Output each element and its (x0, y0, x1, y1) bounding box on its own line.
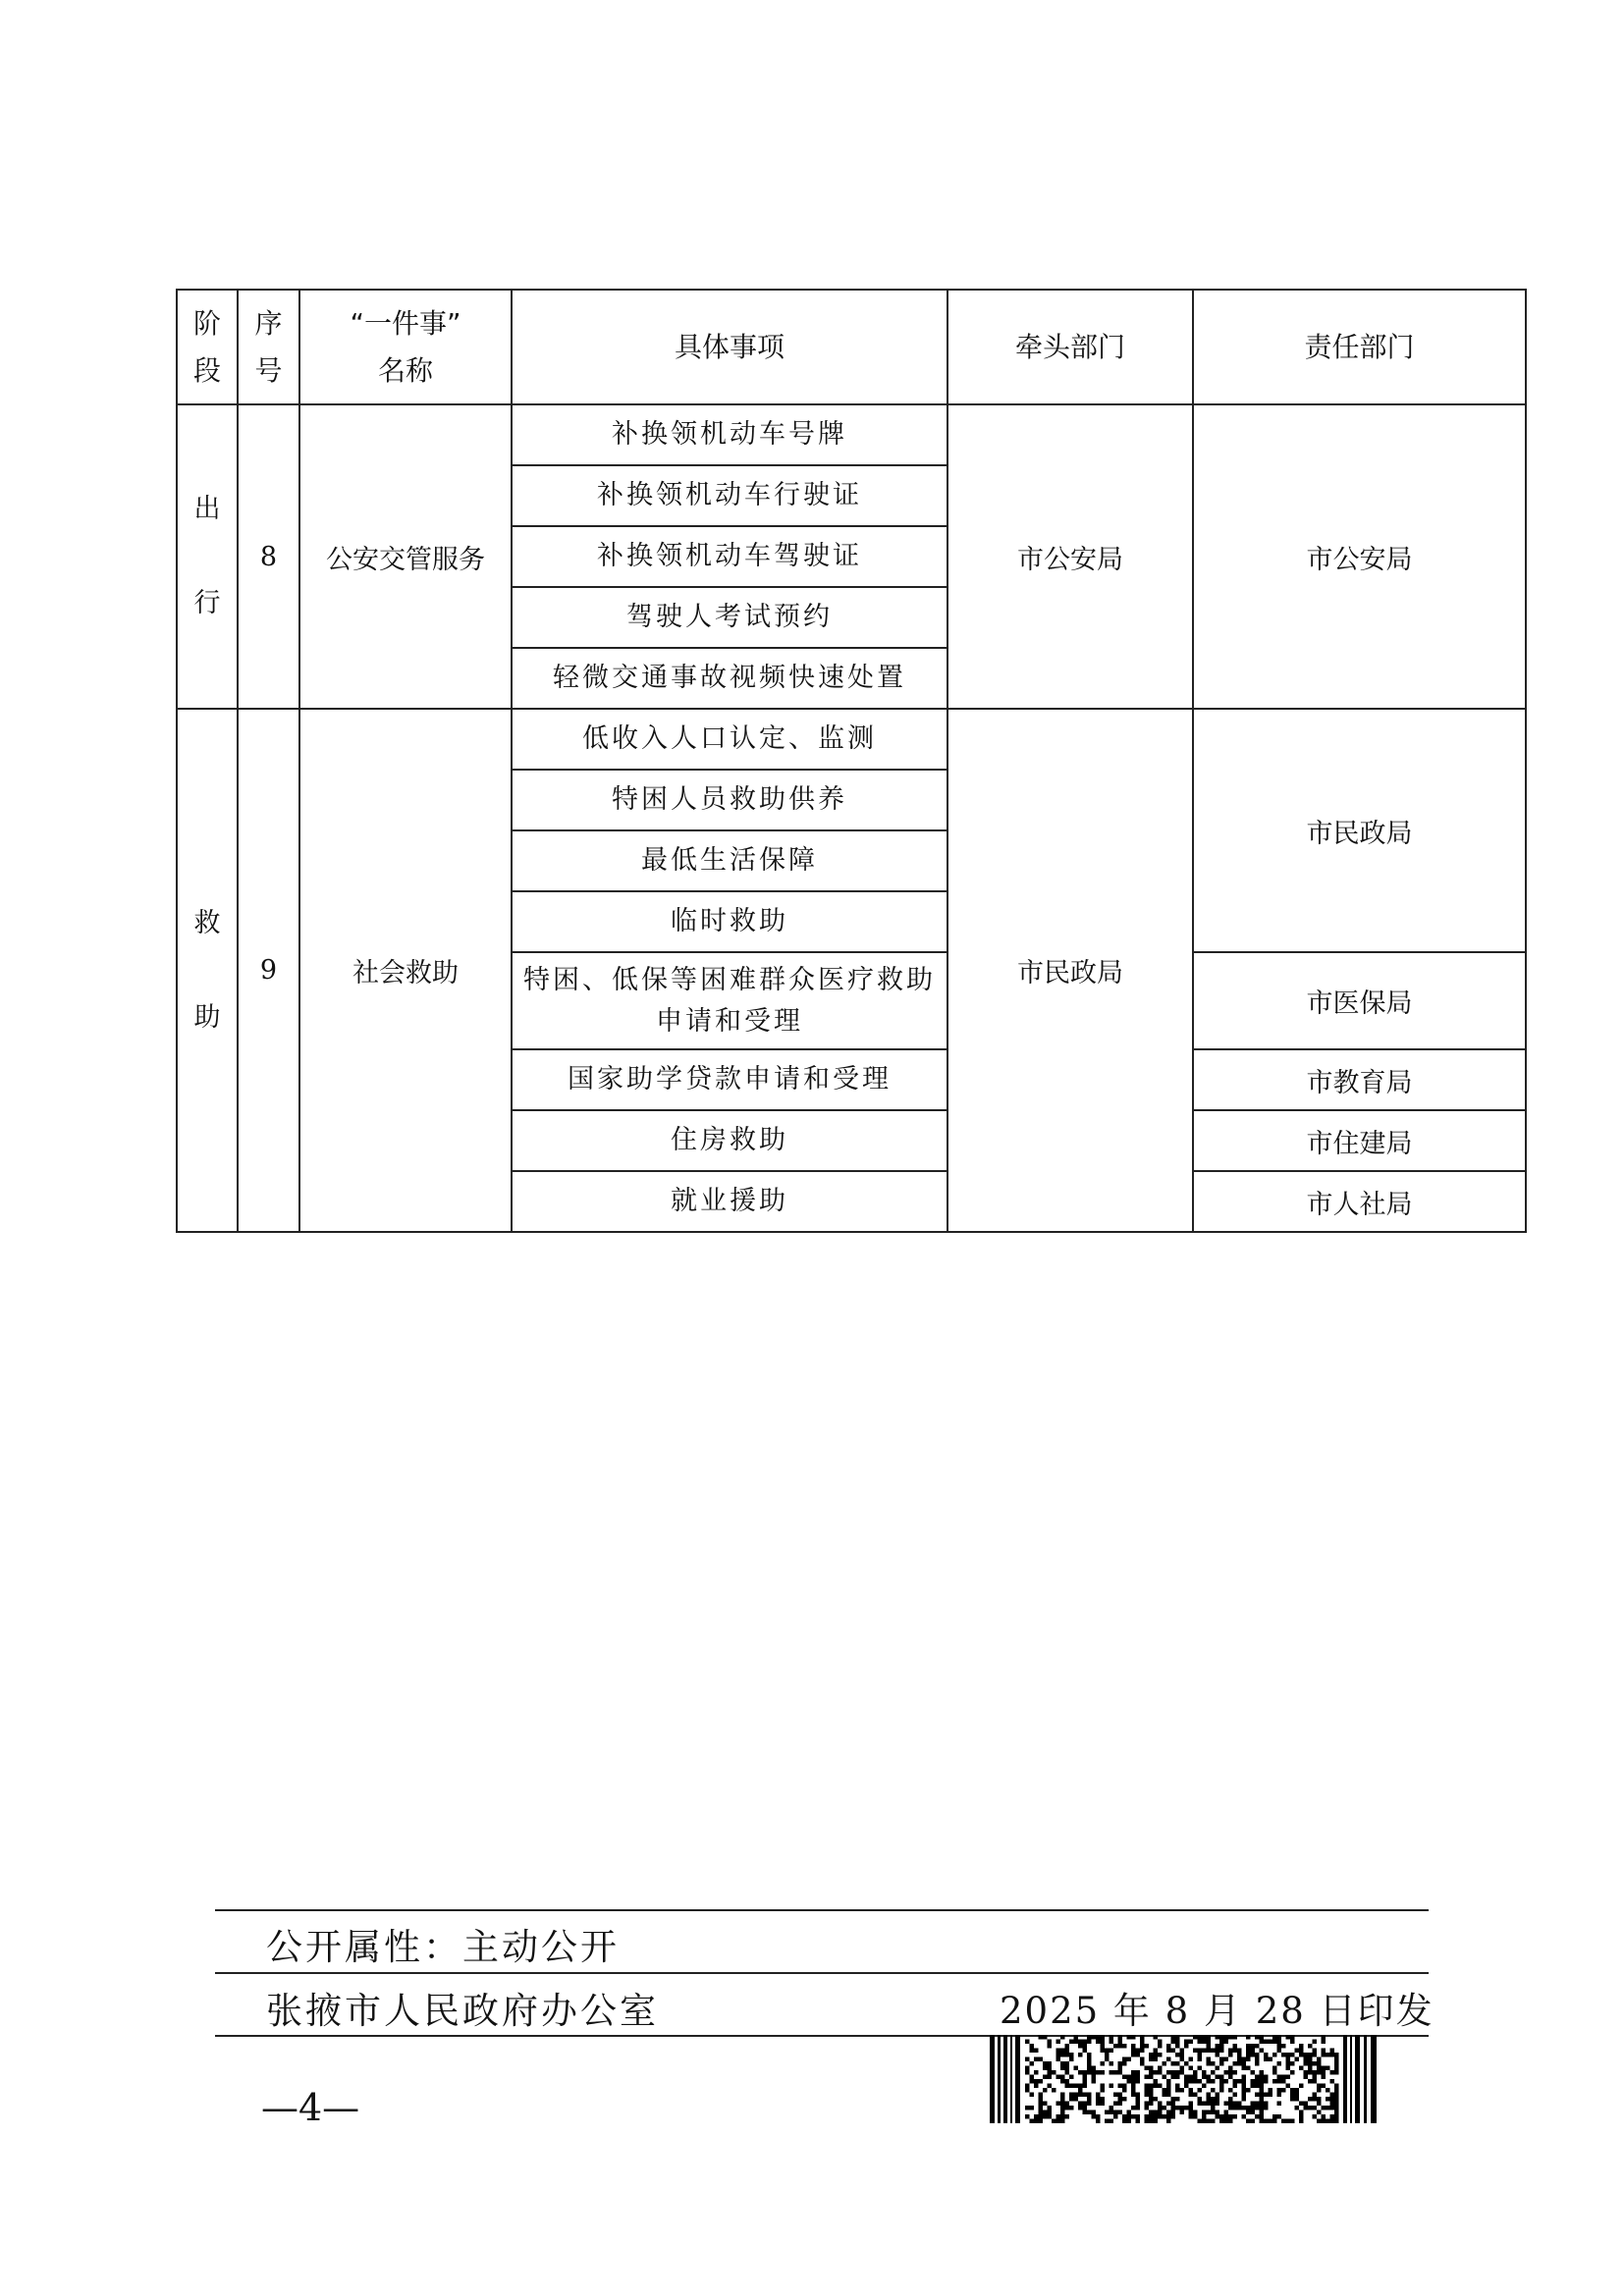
item-cell: 驾驶人考试预约 (512, 587, 947, 648)
item-cell: 补换领机动车驾驶证 (512, 526, 947, 587)
header-seq: 序 号 (238, 290, 299, 404)
resp-cell: 市民政局 (1193, 709, 1526, 952)
page-number: —4— (261, 2086, 360, 2129)
header-name: “一件事” 名称 (299, 290, 512, 404)
item-cell: 就业援助 (512, 1171, 947, 1232)
publicity-label: 公开属性：主动公开 (266, 1926, 620, 1968)
lead-cell: 市民政局 (947, 709, 1193, 1232)
resp-cell: 市教育局 (1193, 1049, 1526, 1110)
item-cell: 低收入人口认定、监测 (512, 709, 947, 770)
seq-cell: 8 (238, 404, 299, 709)
item-cell: 轻微交通事故视频快速处置 (512, 648, 947, 709)
item-cell: 补换领机动车行驶证 (512, 465, 947, 526)
resp-cell: 市医保局 (1193, 952, 1526, 1049)
stage-cell: 出 行 (177, 404, 238, 709)
resp-cell: 市住建局 (1193, 1110, 1526, 1171)
item-cell: 特困、低保等困难群众医疗救助 申请和受理 (512, 952, 947, 1049)
lead-cell: 市公安局 (947, 404, 1193, 709)
item-cell: 住房救助 (512, 1110, 947, 1171)
header-resp: 责任部门 (1193, 290, 1526, 404)
header-stage: 阶 段 (177, 290, 238, 404)
issuer-label: 张掖市人民政府办公室 (266, 1990, 659, 2032)
barcode-icon (990, 2035, 1379, 2123)
name-cell: 社会救助 (299, 709, 512, 1232)
resp-cell: 市公安局 (1193, 404, 1526, 709)
item-cell: 最低生活保障 (512, 830, 947, 891)
resp-cell: 市人社局 (1193, 1171, 1526, 1232)
table-header-row (177, 290, 1526, 404)
header-items: 具体事项 (512, 290, 947, 404)
stage-cell: 救 助 (177, 709, 238, 1232)
footer-top-rule (215, 1909, 1429, 1911)
table-row (177, 404, 1526, 465)
matters-table (176, 289, 1527, 1233)
item-cell: 临时救助 (512, 891, 947, 952)
item-cell: 国家助学贷款申请和受理 (512, 1049, 947, 1110)
issue-date: 2025 年 8 月 28 日印发 (1000, 1990, 1435, 2032)
item-cell: 补换领机动车号牌 (512, 404, 947, 465)
name-cell: 公安交管服务 (299, 404, 512, 709)
footer-middle-rule (215, 1972, 1429, 1974)
header-lead: 牵头部门 (947, 290, 1193, 404)
seq-cell: 9 (238, 709, 299, 1232)
table-row (177, 709, 1526, 770)
item-cell: 特困人员救助供养 (512, 770, 947, 830)
